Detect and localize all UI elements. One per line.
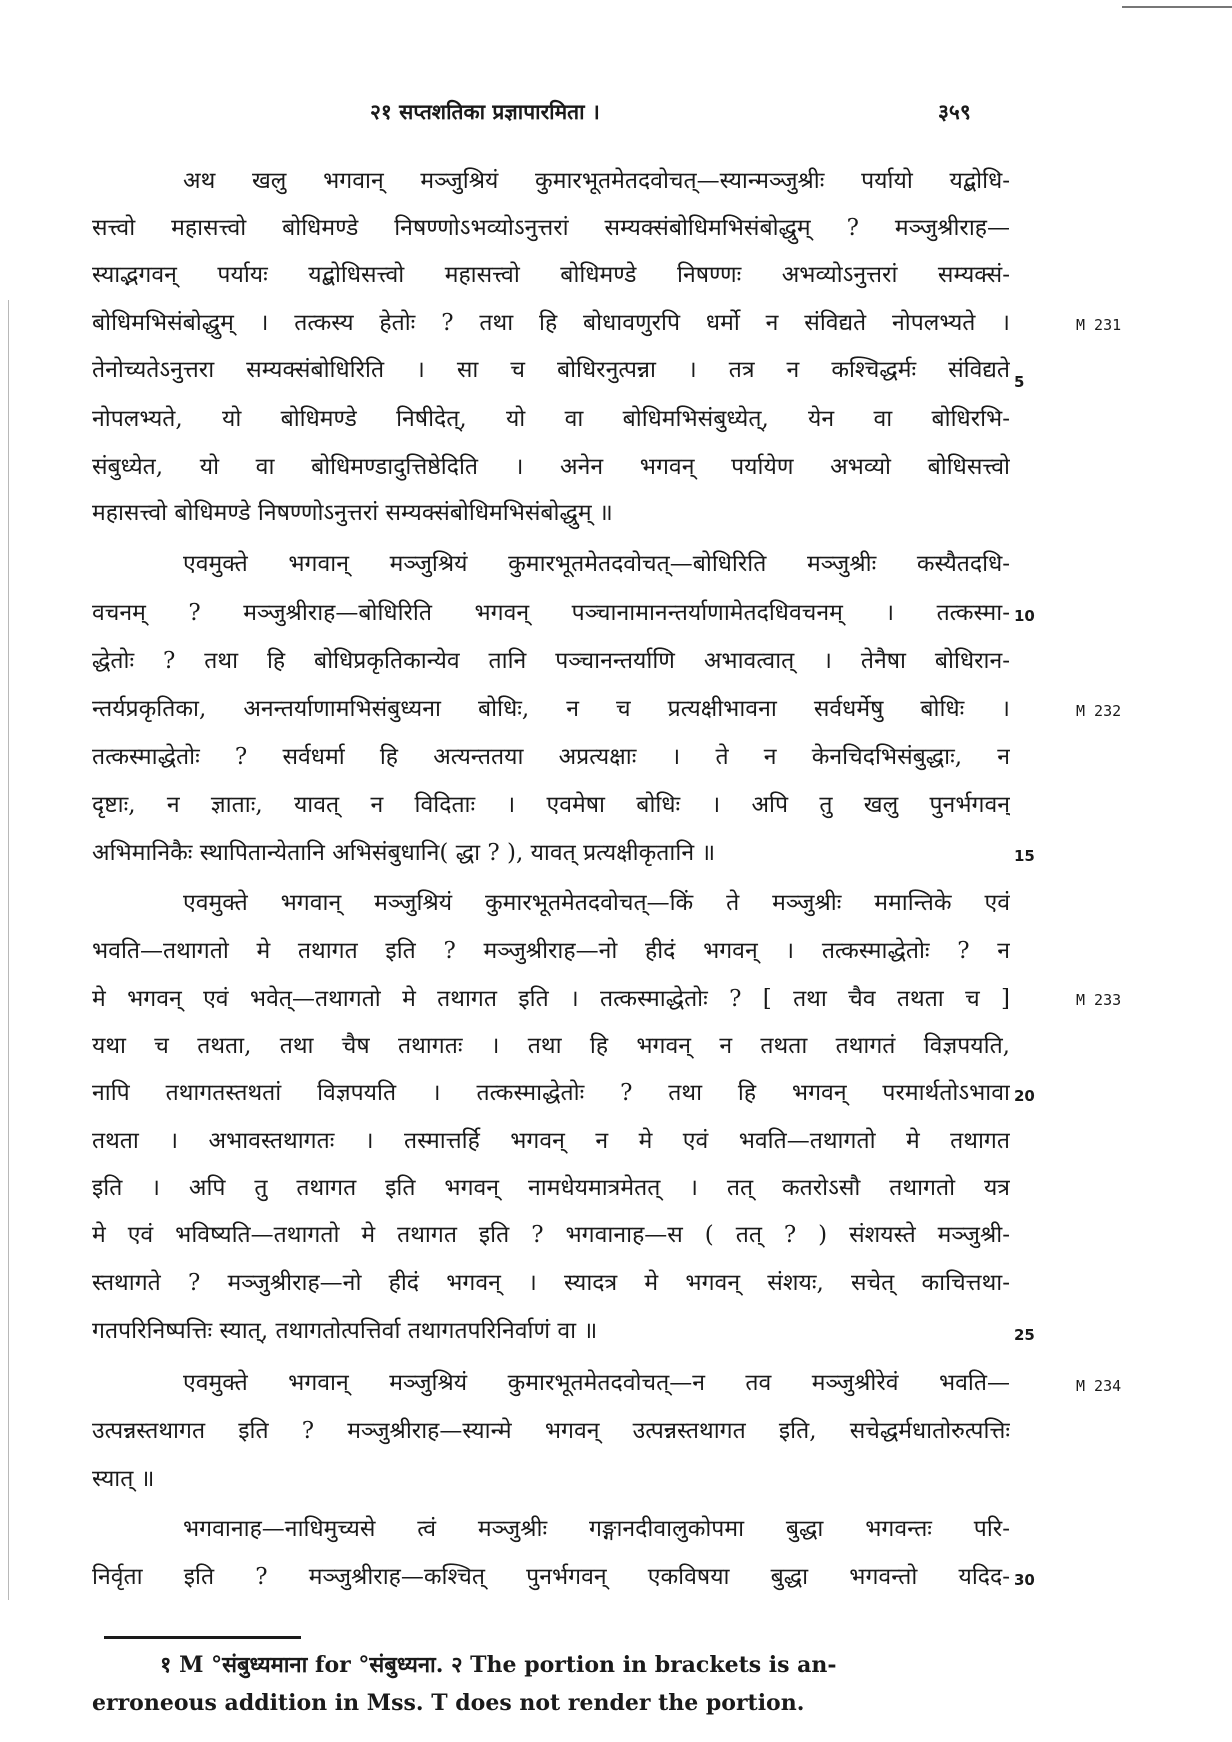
text-line: स्तथागते ? मञ्जुश्रीराह—नो हीदं भगवन् । स्यादत्र मे भगवन् संशयः, सचेत् काचित्तथा- — [92, 1270, 1010, 1296]
text-line: निर्वृता इति ? मञ्जुश्रीराह—कश्चित् पुनर्भगवन् एकविषया बुद्धा भगवन्तो यदिद- — [92, 1564, 1010, 1590]
manuscript-ref: M 234 — [1076, 1377, 1122, 1395]
text-line: तेनोच्यतेऽनुत्तरा सम्यक्संबोधिरिति । सा च बोधिरनुत्पन्ना । तत्र न कश्चिद्धर्मः संविद्यते — [92, 357, 1010, 383]
page-number: ३५९ — [938, 99, 971, 124]
text-line: मे एवं भविष्यति—तथागतो मे तथागत इति ? भगवानाह—स ( तत् ? ) संशयस्ते मञ्जुश्री- — [92, 1222, 1010, 1248]
text-line: संबुध्येत, यो वा बोधिमण्डादुत्तिष्ठेदिति । अनेन भगवन् पर्यायेण अभव्यो बोधिसत्त्वो — [92, 454, 1010, 480]
text-line: भगवानाह—नाधिमुच्यसे त्वं मञ्जुश्रीः गङ्गानदीवालुकोपमा बुद्धा भगवन्तः परि- — [183, 1516, 1010, 1542]
text-line: स्याद्भगवन् पर्यायः यद्बोधिसत्त्वो महासत्त्वो बोधिमण्डे निषण्णः अभव्योऽनुत्तरां सम्यक्सं- — [92, 262, 1010, 288]
text-line: द्धेतोः ? तथा हि बोधिप्रकृतिकान्येव तानि पञ्चानन्तर्याणि अभावत्वात् । तेनैषा बोधिरान- — [92, 648, 1010, 674]
line-number: 20 — [1014, 1087, 1035, 1105]
text-line: वचनम् ? मञ्जुश्रीराह—बोधिरिति भगवन् पञ्चानामानन्तर्याणामेतदधिवचनम् । तत्कस्मा- — [92, 600, 1010, 626]
text-line: एवमुक्ते भगवान् मञ्जुश्रियं कुमारभूतमेतदवोचत्—न तव मञ्जुश्रीरेवं भवति— — [183, 1370, 1010, 1396]
scan-edge-line — [8, 300, 9, 1600]
manuscript-ref: M 232 — [1076, 702, 1122, 720]
footnote-line: १ M °संबुध्यमाना for °संबुध्यना. २ The portion in brackets is an- — [160, 1652, 837, 1678]
footnote-line: erroneous addition in Mss. T does not render the portion. — [92, 1690, 805, 1716]
text-line: महासत्त्वो बोधिमण्डे निषण्णोऽनुत्तरां सम्यक्संबोधिमभिसंबोद्धुम् ॥ — [92, 500, 613, 526]
text-line: बोधिमभिसंबोद्धुम् । तत्कस्य हेतोः ? तथा हि बोधावणुरपि धर्मो न संविद्यते नोपलभ्यते । — [92, 310, 1010, 336]
text-line: एवमुक्ते भगवान् मञ्जुश्रियं कुमारभूतमेतदवोचत्—बोधिरिति मञ्जुश्रीः कस्यैतदधि- — [183, 551, 1010, 577]
text-line: अथ खलु भगवान् मञ्जुश्रियं कुमारभूतमेतदवोचत्—स्यान्मञ्जुश्रीः पर्यायो यद्बोधि- — [183, 168, 1010, 194]
text-line: मे भगवन् एवं भवेत्—तथागतो मे तथागत इति । तत्कस्माद्धेतोः ? [ तथा चैव तथता च ] — [92, 986, 1010, 1012]
scan-edge-mark — [1122, 6, 1232, 8]
text-line: अभिमानिकैः स्थापितान्येतानि अभिसंबुधानि( द्धा ? ), यावत् प्रत्यक्षीकृतानि ॥ — [92, 840, 716, 866]
text-line: दृष्टाः, न ज्ञाताः, यावत् न विदिताः । एवमेषा बोधिः । अपि तु खलु पुनर्भगवन् — [92, 792, 1010, 818]
text-line: इति । अपि तु तथागत इति भगवन् नामधेयमात्रमेतत् । तत् कतरोऽसौ तथागतो यत्र — [92, 1175, 1010, 1201]
manuscript-ref: M 231 — [1076, 316, 1122, 334]
line-number: 5 — [1014, 373, 1025, 391]
line-number: 25 — [1014, 1326, 1035, 1344]
text-line: तत्कस्माद्धेतोः ? सर्वधर्मा हि अत्यन्ततया अप्रत्यक्षाः । ते न केनचिदभिसंबुद्धाः, न — [92, 744, 1010, 770]
footnote-rule — [104, 1636, 301, 1639]
text-line: एवमुक्ते भगवान् मञ्जुश्रियं कुमारभूतमेतदवोचत्—किं ते मञ्जुश्रीः ममान्तिके एवं — [183, 890, 1010, 916]
text-line: नोपलभ्यते, यो बोधिमण्डे निषीदेत्, यो वा बोधिमभिसंबुध्येत्, येन वा बोधिरभि- — [92, 406, 1010, 432]
text-line: स्यात् ॥ — [92, 1466, 155, 1492]
text-line: न्तर्यप्रकृतिका, अनन्तर्याणामभिसंबुध्यना बोधिः, न च प्रत्यक्षीभावना सर्वधर्मेषु बोधिः । — [92, 696, 1010, 722]
manuscript-ref: M 233 — [1076, 991, 1122, 1009]
line-number: 30 — [1014, 1571, 1035, 1589]
text-line: तथता । अभावस्तथागतः । तस्मात्तर्हि भगवन् न मे एवं भवति—तथागतो मे तथागत — [92, 1128, 1010, 1154]
text-line: गतपरिनिष्पत्तिः स्यात्, तथागतोत्पत्तिर्वा तथागतपरिनिर्वाणं वा ॥ — [92, 1318, 598, 1344]
text-line: यथा च तथता, तथा चैष तथागतः । तथा हि भगवन् न तथता तथागतं विज्ञपयति, — [92, 1033, 1010, 1059]
text-line: सत्त्वो महासत्त्वो बोधिमण्डे निषण्णोऽभव्योऽनुत्तरां सम्यक्संबोधिमभिसंबोद्धुम् ? मञ्जुश्रीराह— — [92, 215, 1010, 241]
text-line: नापि तथागतस्तथतां विज्ञपयति । तत्कस्माद्धेतोः ? तथा हि भगवन् परमार्थतोऽभावा — [92, 1080, 1010, 1106]
line-number: 15 — [1014, 847, 1035, 865]
text-line: उत्पन्नस्तथागत इति ? मञ्जुश्रीराह—स्यान्मे भगवन् उत्पन्नस्तथागत इति, सचेद्धर्मधातोरुत्पत्तिः — [92, 1418, 1010, 1444]
running-header: २१ सप्तशतिका प्रज्ञापारमिता । — [370, 99, 600, 124]
text-line: भवति—तथागतो मे तथागत इति ? मञ्जुश्रीराह—नो हीदं भगवन् । तत्कस्माद्धेतोः ? न — [92, 938, 1010, 964]
line-number: 10 — [1014, 607, 1035, 625]
